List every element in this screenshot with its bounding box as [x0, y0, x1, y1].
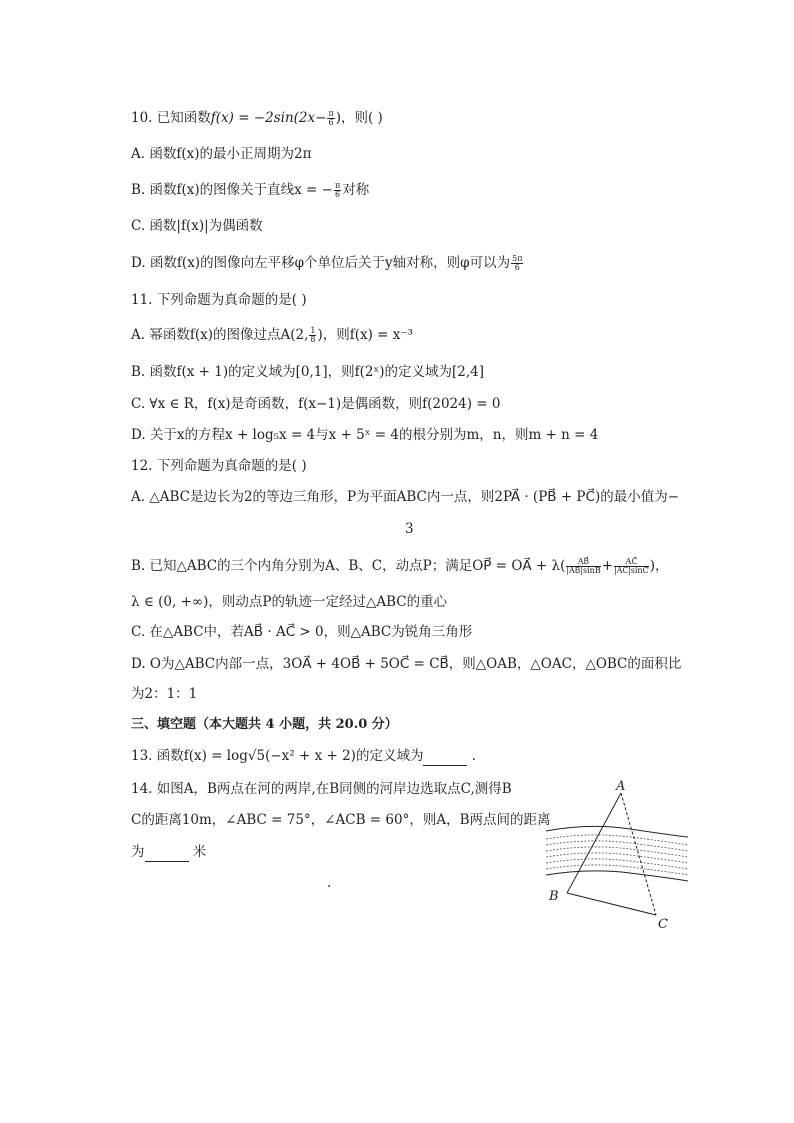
- q11-stem: 11. 下列命题为真命题的是( ): [131, 292, 307, 308]
- q12-option-b: B. 已知△ABC的三个内角分别为A、B、C，动点P；满足OP⃗ = OA⃗ + λ( $\frac{AB⃗}{|AB⃗|\sin B}$ + $\frac{AC⃗}{|AC⃗|\sin C}$ )，: [131, 557, 669, 575]
- q10-stem-fraction: $\frac{\pi}{6}$: [328, 109, 334, 127]
- q12-option-a-line2: 3: [405, 521, 414, 537]
- side-ab: [567, 793, 621, 893]
- q11-a-fraction: $\frac{1}{8}$: [310, 326, 316, 344]
- q13: 13. 函数f(x) = log√5(−x² + x + 2)的定义域为 .: [131, 748, 477, 764]
- q10-option-d: D. 函数f(x)的图像向左平移φ个单位后关于y轴对称，则φ可以为 $\frac{5\pi}{6}$: [131, 254, 523, 272]
- q14-answer-blank[interactable]: [145, 847, 189, 862]
- q12-option-d-line1: D. O为△ABC内部一点，3OA⃗ + 4OB⃗ + 5OC⃗ = CB⃗，则△OAB，△OAC，△OBC的面积比: [131, 656, 682, 672]
- q14-dot: .: [327, 875, 332, 891]
- q14-line2: C的距离10m，∠ABC = 75°，∠ACB = 60°，则A，B两点间的距离: [131, 812, 551, 828]
- q12-b-fraction-1: $\frac{AB⃗}{|AB⃗|\sin B}$: [566, 557, 601, 575]
- q11-option-a: A. 幂函数f(x)的图像过点A(2, $\frac{1}{8}$ )，则f(x) = x⁻³: [131, 326, 413, 344]
- q12-option-b-line2: λ ∈ (0, +∞)，则动点P的轨迹一定经过△ABC的重心: [131, 594, 448, 610]
- q12-option-a-line1: A. △ABC是边长为2的等边三角形，P为平面ABC内一点，则2PA⃗ · (PB⃗ + PC⃗)的最小值为−: [131, 489, 680, 505]
- q10-b-fraction: $\frac{\pi}{6}$: [334, 181, 341, 199]
- q12-b-fraction-2: $\frac{AC⃗}{|AC⃗|\sin C}$: [614, 557, 649, 575]
- q12-option-c: C. 在△ABC中，若AB⃗ · AC⃗ > 0，则△ABC为锐角三角形: [131, 624, 473, 640]
- q14-line3: 为 米: [131, 844, 207, 860]
- label-c: C: [658, 917, 668, 932]
- q10-stem-formula: f(x) = −2sin(2x−: [210, 110, 327, 126]
- q13-answer-blank[interactable]: [423, 751, 467, 766]
- q12-stem: 12. 下列命题为真命题的是( ): [131, 458, 307, 474]
- q10-option-b: B. 函数f(x)的图像关于直线x = − $\frac{\pi}{6}$ 对称: [131, 181, 370, 199]
- q10-d-fraction: $\frac{5\pi}{6}$: [512, 254, 523, 272]
- label-a: A: [616, 779, 626, 794]
- q10-stem-post: )，则( ): [335, 110, 383, 126]
- section-three-heading: 三、填空题（本大题共 4 小题，共 20.0 分）: [131, 717, 398, 732]
- river-triangle-figure: [540, 775, 700, 935]
- q11-option-c: C. ∀x ∈ R，f(x)是奇函数，f(x−1)是偶函数，则f(2024) = 0: [131, 396, 501, 412]
- q10-option-c: C. 函数|f(x)|为偶函数: [131, 218, 263, 234]
- q10-stem: [131, 108, 383, 128]
- q14-line1: 14. 如图A，B两点在河的两岸,在B同侧的河岸边选取点C,测得B: [131, 781, 512, 797]
- q11-option-b: B. 函数f(x + 1)的定义域为[0,1]，则f(2ˣ)的定义域为[2,4]: [131, 364, 484, 380]
- q10-option-a: A. 函数f(x)的最小正周期为2π: [131, 146, 312, 162]
- side-ac: [621, 793, 656, 915]
- q11-option-d: D. 关于x的方程x + log₅x = 4与x + 5ˣ = 4的根分别为m，n，则m + n = 4: [131, 427, 599, 443]
- q12-option-d-line2: 为2：1：1: [131, 686, 198, 702]
- label-b: B: [549, 889, 559, 904]
- river-bank-lines: [546, 826, 688, 881]
- side-bc: [567, 893, 656, 915]
- q10-stem-pre: 10. 已知函数: [131, 110, 211, 126]
